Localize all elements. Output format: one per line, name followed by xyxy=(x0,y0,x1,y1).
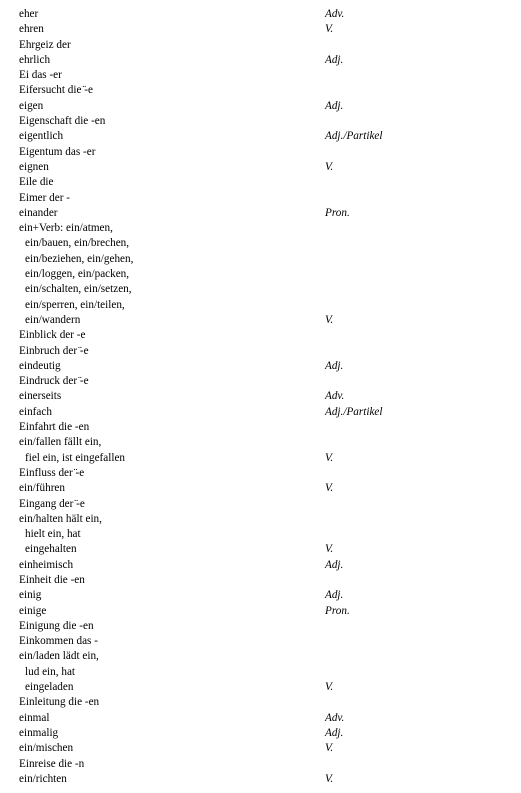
dictionary-entry xyxy=(0,588,521,603)
entry-word: ein/bauen, ein/brechen, xyxy=(25,237,130,250)
entry-part-of-speech: Adj./Partikel xyxy=(325,130,383,143)
dictionary-entry xyxy=(0,573,521,588)
dictionary-entry xyxy=(0,527,521,542)
entry-word: ein/laden lädt ein, xyxy=(19,650,99,663)
entry-word: Einblick der -e xyxy=(19,329,86,342)
entry-part-of-speech: V. xyxy=(325,482,334,495)
entry-word: Eingang der ̈-e xyxy=(19,497,85,510)
entry-part-of-speech: V. xyxy=(325,543,334,556)
entry-word: Einfahrt die -en xyxy=(19,421,90,434)
entry-word: Einleitung die -en xyxy=(19,696,100,709)
dictionary-entry xyxy=(0,772,521,787)
entry-part-of-speech: V. xyxy=(325,772,334,785)
entry-word: einmalig xyxy=(19,726,59,739)
entry-word: einig xyxy=(19,589,42,602)
dictionary-entry xyxy=(0,175,521,190)
entry-word: ein+Verb: ein/atmen, xyxy=(19,222,113,235)
entry-part-of-speech: V. xyxy=(325,313,334,326)
entry-part-of-speech: V. xyxy=(325,742,334,755)
entry-word: Einbruch der ̈-e xyxy=(19,344,89,357)
entry-word: ein/halten hält ein, xyxy=(19,512,102,525)
entry-word: Eigentum das -er xyxy=(19,145,96,158)
entry-word: ein/führen xyxy=(19,482,65,495)
entry-word: eher xyxy=(19,8,39,20)
entry-word: Eifersucht die ̈-e xyxy=(19,84,93,97)
dictionary-entry xyxy=(0,481,521,496)
dictionary-entry xyxy=(0,68,521,83)
dictionary-entry xyxy=(0,741,521,756)
dictionary-entry xyxy=(0,757,521,772)
entry-part-of-speech: Adj. xyxy=(325,589,344,602)
entry-part-of-speech: Adj. xyxy=(325,726,344,739)
dictionary-entry xyxy=(0,359,521,374)
entry-part-of-speech: V. xyxy=(325,451,334,464)
dictionary-entry xyxy=(0,680,521,695)
entry-word: ein/mischen xyxy=(19,742,74,755)
entry-word: lud ein, hat xyxy=(25,665,76,678)
entry-word: eignen xyxy=(19,160,49,173)
entry-word: ein/loggen, ein/packen, xyxy=(25,268,130,281)
entry-word: einerseits xyxy=(19,390,62,403)
entry-word: ein/beziehen, ein/gehen, xyxy=(25,252,134,265)
dictionary-entry xyxy=(0,466,521,481)
entry-word: ein/fallen fällt ein, xyxy=(19,436,102,449)
entry-word: eindeutig xyxy=(19,359,61,372)
dictionary-entry xyxy=(0,497,521,512)
dictionary-entry xyxy=(0,695,521,710)
entry-word: eigen xyxy=(19,99,44,112)
dictionary-list xyxy=(0,7,521,787)
entry-word: einfach xyxy=(19,405,52,418)
dictionary-entry xyxy=(0,282,521,297)
dictionary-entry xyxy=(0,512,521,527)
dictionary-entry xyxy=(0,298,521,313)
dictionary-entry xyxy=(0,389,521,404)
dictionary-entry xyxy=(0,22,521,37)
entry-word: eingehalten xyxy=(25,543,77,556)
dictionary-entry xyxy=(0,191,521,206)
dictionary-entry xyxy=(0,236,521,251)
entry-part-of-speech: Adj. xyxy=(325,359,344,372)
entry-part-of-speech: Pron. xyxy=(325,604,350,617)
dictionary-entry xyxy=(0,405,521,420)
dictionary-entry xyxy=(0,344,521,359)
dictionary-entry xyxy=(0,649,521,664)
dictionary-entry xyxy=(0,145,521,160)
dictionary-entry xyxy=(0,542,521,557)
entry-word: Einkommen das - xyxy=(19,635,98,648)
entry-word: ehren xyxy=(19,23,44,36)
entry-part-of-speech: Adj. xyxy=(325,99,344,112)
entry-word: einige xyxy=(19,604,47,617)
entry-word: ein/sperren, ein/teilen, xyxy=(25,298,125,311)
dictionary-entry xyxy=(0,221,521,236)
dictionary-entry xyxy=(0,374,521,389)
entry-word: Ehrgeiz der xyxy=(19,38,71,51)
dictionary-entry xyxy=(0,206,521,221)
dictionary-entry xyxy=(0,634,521,649)
entry-word: Ei das -er xyxy=(19,69,62,82)
entry-part-of-speech: Adv. xyxy=(325,390,345,403)
entry-part-of-speech: V. xyxy=(325,160,334,173)
entry-word: ein/schalten, ein/setzen, xyxy=(25,283,132,296)
entry-part-of-speech: Adj./Partikel xyxy=(325,405,383,418)
dictionary-entry xyxy=(0,114,521,129)
dictionary-entry xyxy=(0,604,521,619)
dictionary-entry xyxy=(0,83,521,98)
dictionary-entry xyxy=(0,420,521,435)
entry-word: ein/richten xyxy=(19,772,67,785)
entry-word: ein/wandern xyxy=(25,313,81,326)
entry-word: hielt ein, hat xyxy=(25,528,81,541)
entry-word: Eindruck der ̈-e xyxy=(19,375,89,388)
dictionary-entry xyxy=(0,619,521,634)
entry-word: fiel ein, ist eingefallen xyxy=(25,451,126,464)
dictionary-entry xyxy=(0,252,521,267)
dictionary-entry xyxy=(0,711,521,726)
dictionary-entry xyxy=(0,435,521,450)
entry-word: Eimer der - xyxy=(19,191,70,204)
dictionary-entry xyxy=(0,99,521,114)
entry-word: Einfluss der ̈-e xyxy=(19,466,85,479)
dictionary-entry xyxy=(0,313,521,328)
entry-word: Einheit die -en xyxy=(19,573,85,586)
dictionary-entry xyxy=(0,160,521,175)
entry-word: Einreise die -n xyxy=(19,757,85,770)
entry-part-of-speech: V. xyxy=(325,681,334,694)
dictionary-entry xyxy=(0,129,521,144)
dictionary-entry xyxy=(0,665,521,680)
entry-word: eigentlich xyxy=(19,130,64,143)
dictionary-entry xyxy=(0,328,521,343)
dictionary-entry xyxy=(0,38,521,53)
dictionary-entry xyxy=(0,267,521,282)
entry-part-of-speech: Adv. xyxy=(325,8,345,20)
dictionary-entry xyxy=(0,451,521,466)
entry-part-of-speech: Adj. xyxy=(325,53,344,66)
entry-part-of-speech: Adj. xyxy=(325,558,344,571)
dictionary-entry xyxy=(0,53,521,68)
dictionary-entry xyxy=(0,7,521,22)
entry-word: Eigenschaft die -en xyxy=(19,115,106,128)
entry-word: Einigung die -en xyxy=(19,619,94,632)
entry-word: einmal xyxy=(19,711,50,724)
entry-word: ehrlich xyxy=(19,53,51,66)
entry-word: eingeladen xyxy=(25,681,74,694)
entry-part-of-speech: V. xyxy=(325,23,334,36)
entry-part-of-speech: Adv. xyxy=(325,711,345,724)
entry-part-of-speech: Pron. xyxy=(325,206,350,219)
entry-word: einheimisch xyxy=(19,558,74,571)
dictionary-entry xyxy=(0,726,521,741)
entry-word: einander xyxy=(19,206,58,219)
dictionary-entry xyxy=(0,558,521,573)
entry-word: Eile die xyxy=(19,176,54,189)
